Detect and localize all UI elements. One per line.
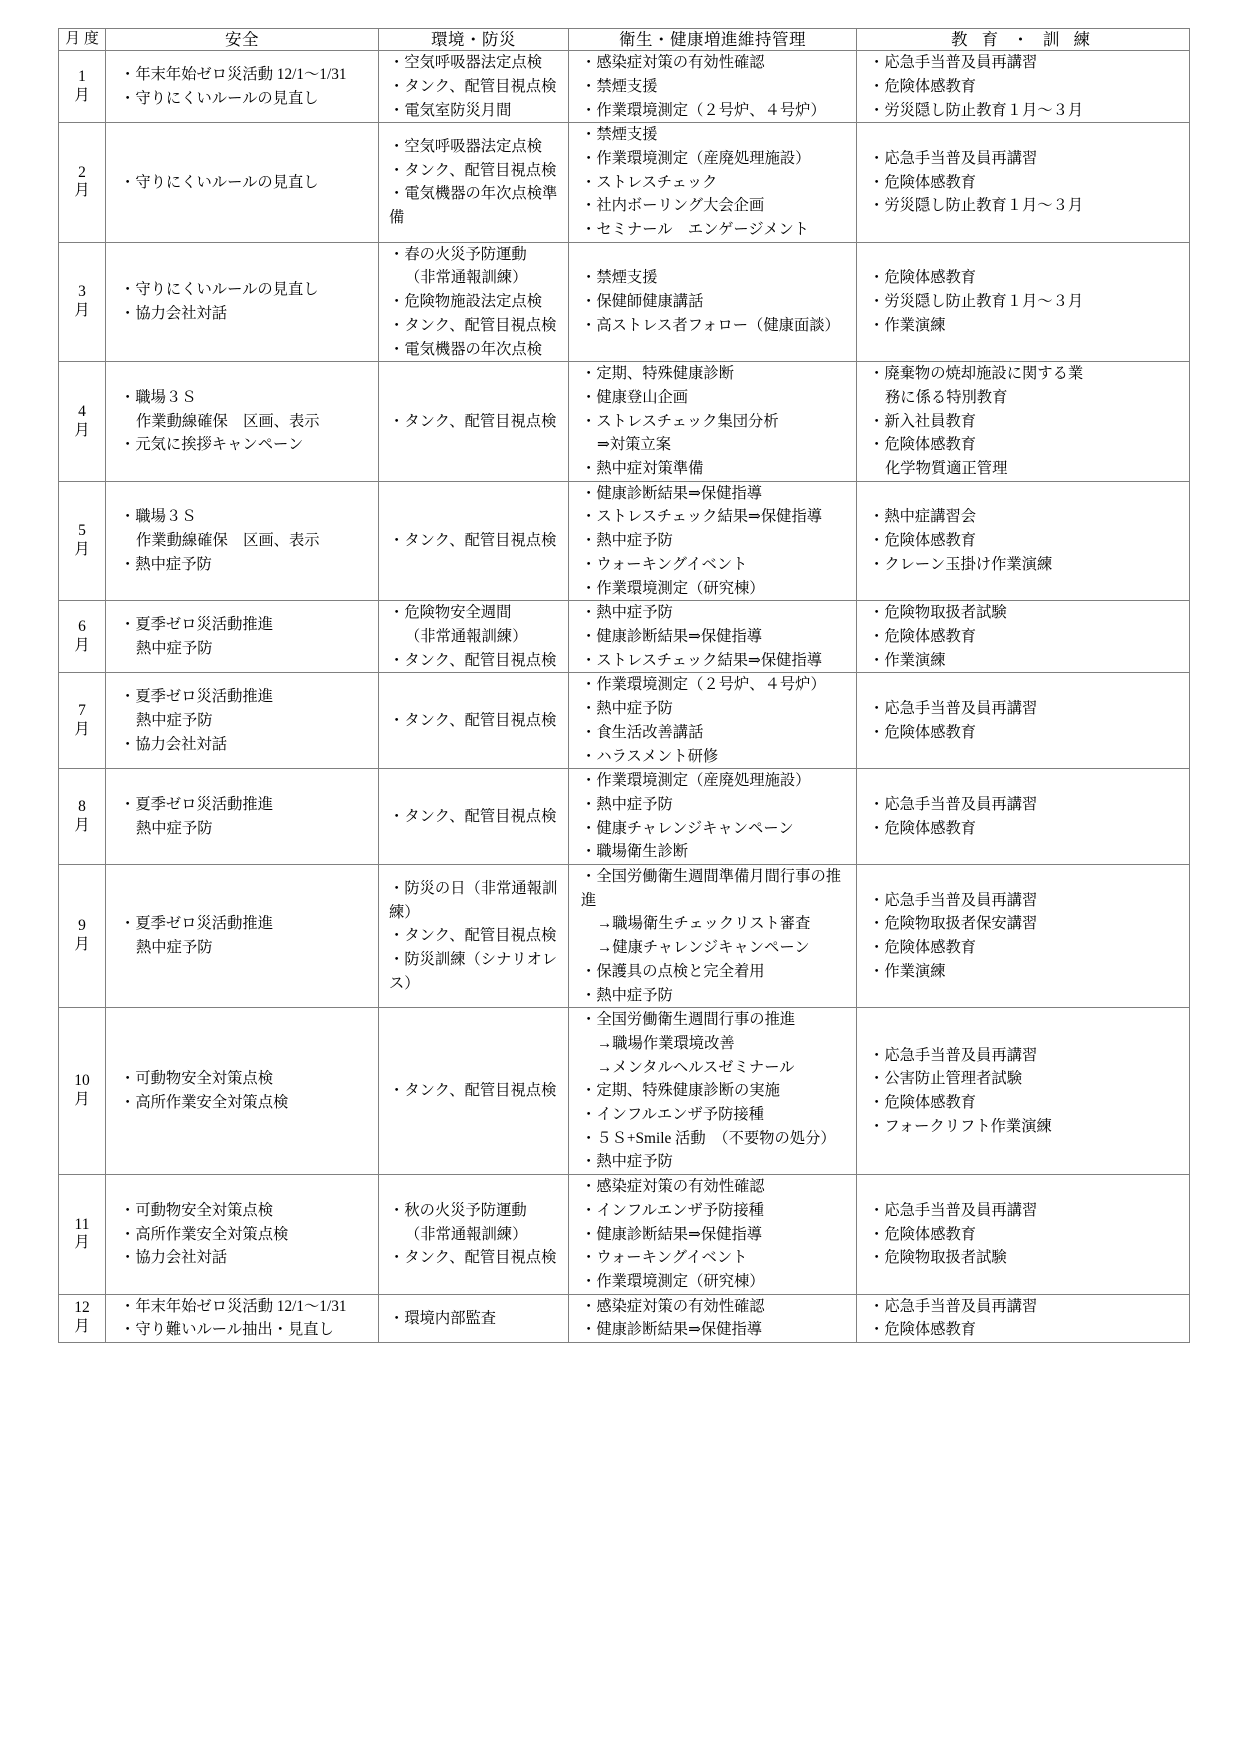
list-item: ・ 熱中症予防 [581,1150,856,1174]
environment-cell [379,123,569,243]
safety-cell [106,1175,379,1295]
list-item: ・ 応急手当普及員再講習 [869,697,1189,721]
list-item: ・ 健康診断結果⇒保健指導 [581,625,856,649]
health-cell [569,1294,857,1342]
health-item-list [581,482,856,601]
health-item-list [581,673,856,768]
list-item: ・ 環境内部監査 [389,1307,568,1331]
list-item: ・ 年末年始ゼロ災活動 12/1〜1/31 [120,63,378,87]
list-item: ・ 元気に挨拶キャンペーン [120,433,378,457]
safety-item-list [120,912,378,959]
list-item: ・ 健康チャレンジキャンペーン [581,817,856,841]
education-cell [857,1175,1190,1295]
month-number: 12 [74,1299,90,1317]
list-item: ・ 保健師健康講話 [581,290,856,314]
table-row [59,1175,1190,1295]
list-item: （非常通報訓練） [405,627,528,645]
list-item: →職場作業環境改善 [597,1034,735,1052]
list-item: ・ 作業環境測定（研究棟） [581,1270,856,1294]
safety-item-list [120,1295,378,1342]
list-item: ・ 空気呼吸器法定点検 [389,135,568,159]
list-item: ・ 応急手当普及員再講習 [869,1044,1189,1068]
month-number: 3 [78,283,86,301]
education-cell [857,362,1190,482]
safety-cell [106,1008,379,1175]
list-item: ・ ストレスチェック集団分析 [581,410,856,434]
education-item-list [869,889,1189,984]
list-item: ・ 可動物安全対策点検 [120,1199,378,1223]
health-item-list [581,1295,856,1342]
education-cell [857,51,1190,123]
list-item: ・ タンク、配管目視点検 [389,924,568,948]
list-item: ・ ストレスチェック [581,171,856,195]
education-cell [857,865,1190,1008]
list-item: ・ 空気呼吸器法定点検 [389,51,568,75]
table-row [59,1008,1190,1175]
list-item: ・ 健康診断結果⇒保健指導 [581,482,856,506]
health-cell [569,865,857,1008]
list-item: ・ 禁煙支援 [581,75,856,99]
list-item: ・ 電気機器の年次点検準備 [389,182,568,229]
list-item: ・ 高所作業安全対策点検 [120,1223,378,1247]
environment-cell [379,1294,569,1342]
education-cell [857,123,1190,243]
month-number: 4 [78,402,86,420]
list-item: ・ 作業環境測定（２号炉、４号炉） [581,673,856,697]
list-item: ・ 作業環境測定（産廃処理施設） [581,769,856,793]
safety-cell [106,481,379,601]
list-item: ・ 危険体感教育 [869,75,1189,99]
safety-item-list [120,386,378,457]
list-item: ・ ウォーキングイベント [581,553,856,577]
health-item-list [581,865,856,1007]
education-item-list [869,793,1189,840]
list-item: ・ 危険物施設法定点検 [389,290,568,314]
environment-cell [379,481,569,601]
list-item: ・ 食生活改善講話 [581,721,856,745]
list-item: ・ ストレスチェック結果⇒保健指導 [581,505,856,529]
list-item: ・ 職場衛生診断 [581,840,856,864]
list-item: ・ 危険体感教育 [869,1223,1189,1247]
safety-cell [106,242,379,362]
list-item: ・ 夏季ゼロ災活動推進 [120,912,378,936]
health-item-list [581,1175,856,1294]
list-item: ・ 応急手当普及員再講習 [869,889,1189,913]
month-cell [59,242,106,362]
environment-cell [379,1175,569,1295]
list-item: ・ 熱中症予防 [581,984,856,1008]
health-item-list [581,51,856,122]
list-item: ・ 危険体感教育 [869,266,1189,290]
safety-item-list [120,613,378,660]
list-item: ・ 労災隠し防止教育１月〜３月 [869,290,1189,314]
list-item: ・ 職場３Ｓ [120,505,378,529]
list-item: ・ セミナール エンゲージメント [581,218,856,242]
list-item: ・ 感染症対策の有効性確認 [581,51,856,75]
month-unit: 月 [74,720,90,738]
health-item-list [581,266,856,337]
list-item: ・ タンク、配管目視点検 [389,1079,568,1103]
month-cell [59,51,106,123]
education-cell [857,1294,1190,1342]
list-item: ・ 危険体感教育 [869,1091,1189,1115]
list-item: 熱中症予防 [136,939,213,957]
column-header-month: 月 度 [59,29,106,51]
list-item: ・ タンク、配管目視点検 [389,1246,568,1270]
month-unit: 月 [74,541,90,559]
list-item: ・ タンク、配管目視点検 [389,159,568,183]
education-item-list [869,51,1189,122]
list-item: （非常通報訓練） [405,269,528,287]
list-item: ・ 協力会社対話 [120,1246,378,1270]
health-cell [569,769,857,865]
list-item: 作業動線確保 区画、表示 [136,532,320,550]
list-item: ・ 感染症対策の有効性確認 [581,1295,856,1319]
safety-cell [106,865,379,1008]
month-number: 7 [78,701,86,719]
environment-cell [379,601,569,673]
list-item: ・ 職場３Ｓ [120,386,378,410]
table-row [59,242,1190,362]
safety-item-list [120,171,378,195]
month-unit: 月 [74,1234,90,1252]
environment-item-list [389,805,568,829]
list-item: ・ 応急手当普及員再講習 [869,793,1189,817]
education-item-list [869,697,1189,744]
list-item: ・ 夏季ゼロ災活動推進 [120,613,378,637]
list-item: ・ 社内ボーリング大会企画 [581,194,856,218]
safety-item-list [120,505,378,576]
list-item: ・ フォークリフト作業演練 [869,1115,1189,1139]
list-item: ・ 新入社員教育 [869,410,1189,434]
environment-item-list [389,135,568,230]
list-item: ・ 危険物取扱者試験 [869,1246,1189,1270]
list-item: ・ 守りにくいルールの見直し [120,171,378,195]
health-cell [569,51,857,123]
list-item: 熱中症予防 [136,639,213,657]
safety-cell [106,1294,379,1342]
month-unit: 月 [74,1318,90,1336]
education-item-list [869,1199,1189,1270]
list-item: 務に係る特別教育 [885,388,1008,406]
safety-item-list [120,278,378,325]
month-number: 2 [78,163,86,181]
list-item: ・ 全国労働衛生週間準備月間行事の推進 [581,865,856,912]
list-item: ・ 電気室防災月間 [389,99,568,123]
list-item: ・ 危険体感教育 [869,721,1189,745]
health-cell [569,601,857,673]
list-item: ・ 危険体感教育 [869,529,1189,553]
list-item: ・ 労災隠し防止教育１月〜３月 [869,99,1189,123]
list-item: ・ 夏季ゼロ災活動推進 [120,685,378,709]
table-row [59,673,1190,769]
list-item: ・ 危険物安全週間 [389,601,568,625]
month-number: 10 [74,1072,90,1090]
table-row [59,865,1190,1008]
list-item: ・ ５Ｓ+Smile 活動 （不要物の処分） [581,1127,856,1151]
environment-item-list [389,877,568,996]
list-item: ・ 協力会社対話 [120,733,378,757]
environment-item-list [389,243,568,362]
table-row [59,1294,1190,1342]
list-item: ・ 熱中症予防 [581,601,856,625]
month-number: 11 [74,1215,90,1233]
list-item: ・ 応急手当普及員再講習 [869,1199,1189,1223]
education-item-list [869,362,1189,481]
health-cell [569,481,857,601]
list-item: →健康チャレンジキャンペーン [597,939,810,957]
table-row [59,769,1190,865]
list-item: ・ インフルエンザ予防接種 [581,1103,856,1127]
list-item: ・ 危険体感教育 [869,625,1189,649]
list-item: ・ クレーン玉掛け作業演練 [869,553,1189,577]
table-row [59,123,1190,243]
environment-item-list [389,601,568,672]
list-item: ・ 保護具の点検と完全着用 [581,960,856,984]
safety-cell [106,769,379,865]
list-item: ・ ウォーキングイベント [581,1246,856,1270]
list-item: ・ 高ストレス者フォロー（健康面談） [581,314,856,338]
list-item: ・ 守りにくいルールの見直し [120,87,378,111]
health-cell [569,123,857,243]
column-header-education: 教 育 ・ 訓 練 [857,29,1190,51]
environment-cell [379,362,569,482]
list-item: ・ 作業環境測定（産廃処理施設） [581,147,856,171]
health-item-list [581,769,856,864]
education-item-list [869,505,1189,576]
list-item: ・ 労災隠し防止教育１月〜３月 [869,194,1189,218]
month-cell [59,481,106,601]
safety-cell [106,362,379,482]
environment-cell [379,51,569,123]
month-number: 9 [78,917,86,935]
list-item: ・ 春の火災予防運動 [389,243,568,267]
month-number: 5 [78,522,86,540]
list-item: ・ タンク、配管目視点検 [389,709,568,733]
list-item: ・ 熱中症対策準備 [581,457,856,481]
list-item: 熱中症予防 [136,819,213,837]
list-item: ・ 禁煙支援 [581,123,856,147]
education-item-list [869,1044,1189,1139]
health-cell [569,1008,857,1175]
safety-cell [106,673,379,769]
list-item: ・ 廃棄物の焼却施設に関する業 [869,362,1189,386]
list-item: 作業動線確保 区画、表示 [136,412,320,430]
month-cell [59,1175,106,1295]
list-item: ・ 秋の火災予防運動 [389,1199,568,1223]
month-unit: 月 [74,421,90,439]
list-item: ・ 健康診断結果⇒保健指導 [581,1318,856,1342]
health-item-list [581,362,856,481]
month-number: 8 [78,797,86,815]
month-cell [59,865,106,1008]
environment-cell [379,673,569,769]
education-item-list [869,1295,1189,1342]
table-row [59,601,1190,673]
list-item: ・ 感染症対策の有効性確認 [581,1175,856,1199]
month-cell [59,123,106,243]
list-item: ・ 熱中症講習会 [869,505,1189,529]
list-item: ⇒対策立案 [597,436,672,454]
list-item: （非常通報訓練） [405,1225,528,1243]
list-item: ・ 危険物取扱者試験 [869,601,1189,625]
list-item: ・ 危険体感教育 [869,1318,1189,1342]
environment-item-list [389,410,568,434]
table-row [59,481,1190,601]
health-item-list [581,601,856,672]
environment-item-list [389,1307,568,1331]
list-item: ・ 高所作業安全対策点検 [120,1091,378,1115]
month-unit: 月 [74,636,90,654]
education-item-list [869,266,1189,337]
list-item: ・ 作業環境測定（研究棟） [581,577,856,601]
list-item: ・ 守り難いルール抽出・見直し [120,1318,378,1342]
list-item: ・ 禁煙支援 [581,266,856,290]
health-item-list [581,123,856,242]
list-item: ・ 応急手当普及員再講習 [869,1295,1189,1319]
list-item: ・ 熱中症予防 [581,793,856,817]
list-item: →職場衛生チェックリスト審査 [597,915,811,933]
column-header-environment: 環境・防災 [379,29,569,51]
education-item-list [869,601,1189,672]
safety-cell [106,123,379,243]
month-cell [59,362,106,482]
month-cell [59,673,106,769]
list-item: ・ 協力会社対話 [120,302,378,326]
list-item: ・ タンク、配管目視点検 [389,529,568,553]
health-cell [569,673,857,769]
list-item: ・ 危険体感教育 [869,171,1189,195]
list-item: ・ 応急手当普及員再講習 [869,51,1189,75]
health-cell [569,242,857,362]
list-item: ・ 危険物取扱者保安講習 [869,912,1189,936]
list-item: ・ タンク、配管目視点検 [389,314,568,338]
environment-cell [379,1008,569,1175]
safety-item-list [120,685,378,756]
safety-item-list [120,1199,378,1270]
safety-cell [106,51,379,123]
list-item: ・ 作業演練 [869,649,1189,673]
environment-item-list [389,1079,568,1103]
education-cell [857,601,1190,673]
health-cell [569,1175,857,1295]
education-cell [857,673,1190,769]
table-body [59,51,1190,1343]
list-item: ・ 熱中症予防 [581,697,856,721]
education-cell [857,242,1190,362]
list-item: ・ タンク、配管目視点検 [389,75,568,99]
month-cell [59,1294,106,1342]
list-item: ・ タンク、配管目視点検 [389,805,568,829]
month-unit: 月 [74,816,90,834]
list-item: ・ 健康登山企画 [581,386,856,410]
header-row [59,29,1190,51]
environment-cell [379,865,569,1008]
table-row [59,362,1190,482]
table-header [59,29,1190,51]
table-row [59,51,1190,123]
education-item-list [869,147,1189,218]
month-cell [59,769,106,865]
list-item: ・ 全国労働衛生週間行事の推進 [581,1008,856,1032]
environment-item-list [389,529,568,553]
safety-cell [106,601,379,673]
list-item: ・ 防災訓練（シナリオレス） [389,948,568,995]
list-item: ・ 作業環境測定（２号炉、４号炉） [581,99,856,123]
environment-item-list [389,51,568,122]
list-item: 熱中症予防 [136,711,213,729]
list-item: ・ 定期、特殊健康診断の実施 [581,1079,856,1103]
month-cell [59,1008,106,1175]
environment-cell [379,769,569,865]
list-item: ・ 応急手当普及員再講習 [869,147,1189,171]
environment-item-list [389,1199,568,1270]
list-item: ・ インフルエンザ予防接種 [581,1199,856,1223]
list-item: ・ 守りにくいルールの見直し [120,278,378,302]
education-cell [857,769,1190,865]
month-number: 1 [78,67,86,85]
list-item: ・ 作業演練 [869,314,1189,338]
list-item: 化学物質適正管理 [885,460,1008,478]
list-item: ・ 定期、特殊健康診断 [581,362,856,386]
month-unit: 月 [74,182,90,200]
safety-item-list [120,1067,378,1114]
list-item: ・ 防災の日（非常通報訓練） [389,877,568,924]
column-header-safety: 安全 [106,29,379,51]
list-item: ・ ストレスチェック結果⇒保健指導 [581,649,856,673]
list-item: ・ 危険体感教育 [869,817,1189,841]
month-unit: 月 [74,936,90,954]
list-item: ・ 熱中症予防 [581,529,856,553]
list-item: ・ 公害防止管理者試験 [869,1067,1189,1091]
list-item: ・ 電気機器の年次点検 [389,338,568,362]
list-item: ・ 危険体感教育 [869,936,1189,960]
list-item: ・ タンク、配管目視点検 [389,649,568,673]
list-item: →メンタルヘルスゼミナール [597,1058,795,1076]
list-item: ・ 作業演練 [869,960,1189,984]
safety-item-list [120,793,378,840]
column-header-health: 衛生・健康増進維持管理 [569,29,857,51]
education-cell [857,481,1190,601]
month-number: 6 [78,617,86,635]
list-item: ・ 熱中症予防 [120,553,378,577]
month-unit: 月 [74,301,90,319]
list-item: ・ 夏季ゼロ災活動推進 [120,793,378,817]
list-item: ・ 可動物安全対策点検 [120,1067,378,1091]
annual-safety-schedule-table [58,28,1190,1343]
environment-cell [379,242,569,362]
health-item-list [581,1008,856,1174]
month-unit: 月 [74,86,90,104]
list-item: ・ 年末年始ゼロ災活動 12/1〜1/31 [120,1295,378,1319]
health-cell [569,362,857,482]
education-cell [857,1008,1190,1175]
list-item: ・ 危険体感教育 [869,433,1189,457]
list-item: ・ ハラスメント研修 [581,745,856,769]
month-unit: 月 [74,1091,90,1109]
month-cell [59,601,106,673]
list-item: ・ タンク、配管目視点検 [389,410,568,434]
safety-item-list [120,63,378,110]
environment-item-list [389,709,568,733]
list-item: ・ 健康診断結果⇒保健指導 [581,1223,856,1247]
